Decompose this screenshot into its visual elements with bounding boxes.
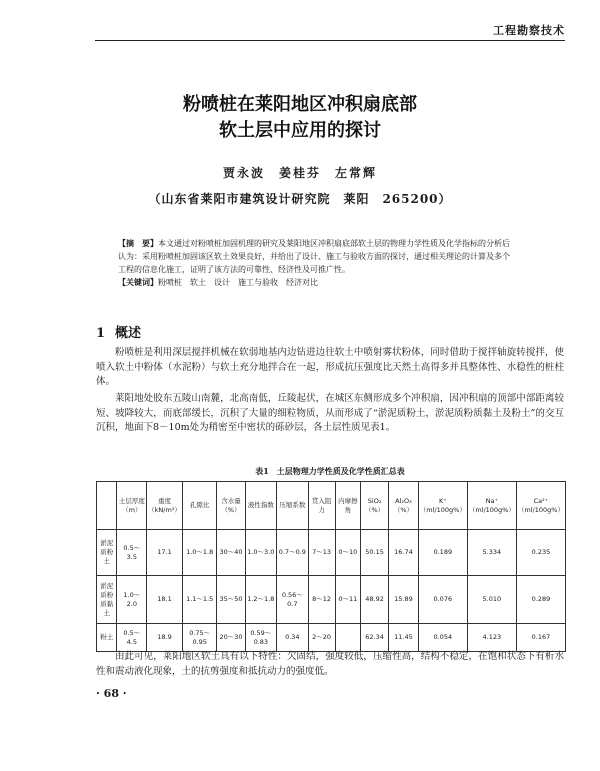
table-cell: 8～12 [308, 576, 335, 624]
table-cell: 0.7～0.9 [277, 530, 309, 576]
paragraph-2: 莱阳地处胶东五陵山南麓，北高南低，丘陵起伏，在城区东侧形成多个冲积扇，因冲积扇的顶部中部距离较短、坡降较大，而底部缓长，沉积了大量的细粒物质，从而形成了“淤泥质粉土，淤泥质粉质黏土及粉土”的交互沉积，地面下8－10m处为稍密至中密状的砾砂层，各土层性质见表1。 [96, 393, 564, 433]
table-cell: 0.5～3.5 [117, 530, 147, 576]
table-header-cell: SiO₂（%） [361, 482, 389, 530]
section-number: 1 [96, 326, 106, 341]
table-cell: 7～13 [308, 530, 335, 576]
table-cell: 0.34 [277, 624, 309, 652]
title-line-1: 粉喷桩在莱阳地区冲积扇底部 [183, 94, 417, 115]
table-cell: 16.74 [389, 530, 419, 576]
table-cell: 11.45 [389, 624, 419, 652]
table-header-cell: 含水量（%） [217, 482, 245, 530]
table-cell: 20～30 [217, 624, 245, 652]
table-cell: 62.34 [361, 624, 389, 652]
table-cell: 1.1～1.5 [182, 576, 217, 624]
table-cell: 0～10 [335, 530, 360, 576]
table-cell: 0.75～0.95 [182, 624, 217, 652]
table-cell: 0.189 [418, 530, 467, 576]
table-cell: 0.235 [516, 530, 565, 576]
authors: 贾永波 姜桂芬 左常辉 [222, 166, 377, 180]
table-caption: 表1 土层物理力学性质及化学性质汇总表 [255, 466, 405, 476]
table-header-cell: Ca²⁺（ml/100g%） [516, 482, 565, 530]
table-cell: 48.92 [361, 576, 389, 624]
table-cell: 5.334 [467, 530, 516, 576]
table-header-cell: 贯入阻力 [308, 482, 335, 530]
keywords-label: 【关键词】 [118, 277, 158, 287]
paragraph-closing: 由此可见，莱阳地区软土具有以下特性：欠固结，强度较低，压缩性高，结构不稳定，在饱和状态下有析水性和震动液化现象，土的抗剪强度和抵抗动力的强度低。 [96, 651, 564, 677]
abstract-label: 【摘 要】 [118, 238, 158, 248]
table-cell: 0.59～0.83 [245, 624, 277, 652]
section-title: 概述 [115, 326, 142, 341]
table-row [97, 576, 566, 624]
title-line-2: 软土层中应用的探讨 [219, 120, 381, 141]
table-cell [335, 624, 360, 652]
keywords-text: 粉喷桩 软土 设计 施工与验收 经济对比 [158, 278, 318, 287]
table-header-cell [97, 482, 117, 530]
table-cell: 0.167 [516, 624, 565, 652]
table-header-cell: K⁺（ml/100g%） [418, 482, 467, 530]
table-header-cell: 孔隙比 [182, 482, 217, 530]
affiliation: （山东省莱阳市建筑设计研究院 莱阳 265200） [148, 192, 452, 206]
table-cell: 18.1 [147, 576, 183, 624]
paragraph-1: 粉喷桩是利用深层搅拌机械在软弱地基内边钻进边往软土中喷射雾状粉体，同时借助于搅拌轴旋转搅拌，使喷入软土中粉体（水泥粉）与软土充分地拌合在一起，形成抗压强度比天然土高得多并具整体性、水稳性的桩柱体。 [96, 347, 564, 387]
article-title [60, 92, 540, 144]
table-cell: 35～50 [217, 576, 245, 624]
table-cell: 1.0～2.0 [117, 576, 147, 624]
table-row [97, 624, 566, 652]
table-header-cell: Na⁺（ml/100g%） [467, 482, 516, 530]
table-cell: 4.123 [467, 624, 516, 652]
table-cell: 淤泥质粉质黏土 [97, 576, 117, 624]
abstract-block [118, 237, 510, 289]
table-cell: 17.1 [147, 530, 183, 576]
table-cell: 0.076 [418, 576, 467, 624]
table-header-row [97, 482, 566, 530]
table-header-cell: 液性指数 [245, 482, 277, 530]
table-cell: 30～40 [217, 530, 245, 576]
table-cell: 1.2～1.8 [245, 576, 277, 624]
abstract-text: 本文通过对粉喷桩加固机理的研究及莱阳地区冲积扇底部软土层的物理力学性质及化学指标的分析后认为：采用粉喷桩加固该区软土效果良好，并给出了设计、施工与验收方面的探讨，通过相关理论的计算及多个工程的信息化施工，证明了该方法的可靠性、经济性及可推广性。 [118, 239, 510, 274]
soil-properties-table [96, 481, 566, 652]
table-cell: 2～20 [308, 624, 335, 652]
table-header-cell: Al₂O₃（%） [389, 482, 419, 530]
table-cell: 1.0～3.0 [245, 530, 277, 576]
table-cell: 18.9 [147, 624, 183, 652]
table-cell: 15.89 [389, 576, 419, 624]
table-cell: 0.289 [516, 576, 565, 624]
table-cell: 淤泥质粉土 [97, 530, 117, 576]
table-cell: 0～11 [335, 576, 360, 624]
table-cell: 0.5～4.5 [117, 624, 147, 652]
journal-header: 工程勘察技术 [493, 24, 565, 37]
table-header-cell: 重度（kN/m³） [147, 482, 183, 530]
table-header-cell: 土层厚度（m） [117, 482, 147, 530]
table-header-cell: 压缩系数 [277, 482, 309, 530]
table-cell: 5.010 [467, 576, 516, 624]
table-cell: 1.0～1.8 [182, 530, 217, 576]
table-row [97, 530, 566, 576]
table-header-cell: 内摩擦角 [335, 482, 360, 530]
page-number: · 68 · [96, 687, 127, 700]
table-cell: 50.15 [361, 530, 389, 576]
table-cell: 0.56～0.7 [277, 576, 309, 624]
table-cell: 0.054 [418, 624, 467, 652]
section-heading [96, 322, 141, 341]
header-rule [95, 40, 565, 41]
table-cell: 粉土 [97, 624, 117, 652]
